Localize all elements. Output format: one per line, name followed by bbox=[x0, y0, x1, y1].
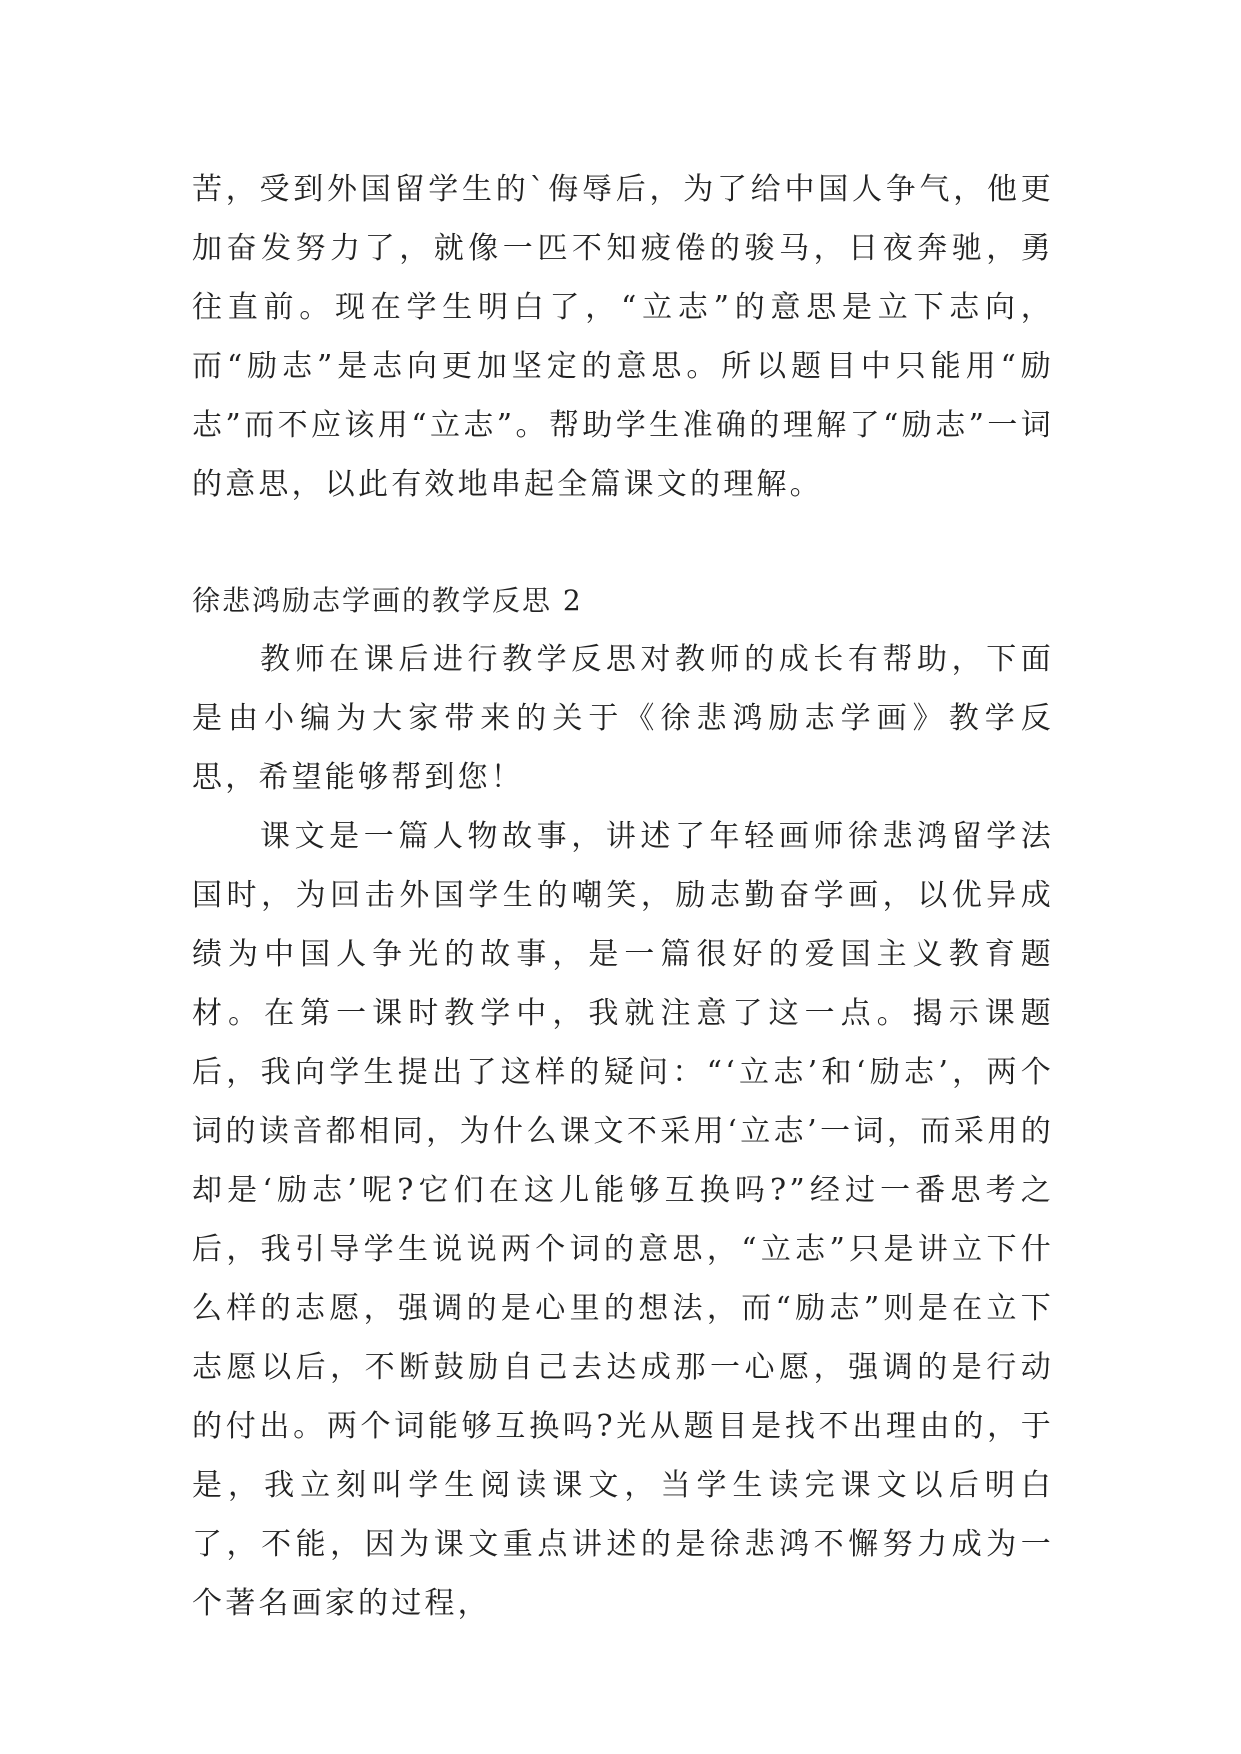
section-title: 徐悲鸿励志学画的教学反思 2 bbox=[192, 584, 583, 617]
document-page bbox=[192, 160, 1054, 1633]
continuation-paragraph: 苦，受到外国留学生的`侮辱后，为了给中国人争气，他更加奋发努力了，就像一匹不知疲倦的骏马，日夜奔驰，勇往直前。现在学生明白了，“立志”的意思是立下志向，而“励志”是志向更加坚定的意思。所以题目中只能用“励志”而不应该用“立志”。帮助学生准确的理解了“励志”一词的意思，以此有效地串起全篇课文的理解。 bbox=[192, 172, 1054, 502]
body-paragraph-2: 课文是一篇人物故事，讲述了年轻画师徐悲鸿留学法国时，为回击外国学生的嘲笑，励志勤奋学画，以优异成绩为中国人争光的故事，是一篇很好的爱国主义教育题材。在第一课时教学中，我就注意了这一点。揭示课题后，我向学生提出了这样的疑问：“‘立志’和‘励志’，两个词的读音都相同，为什么课文不采用‘立志’一词，而采用的却是‘励志’呢?它们在这儿能够互换吗?”经过一番思考之后，我引导学生说说两个词的意思，“立志”只是讲立下什么样的志愿，强调的是心里的想法，而“励志”则是在立下志愿以后，不断鼓励自己去达成那一心愿，强调的是行动的付出。两个词能够互换吗?光从题目是找不出理由的，于是，我立刻叫学生阅读课文，当学生读完课文以后明白了，不能，因为课文重点讲述的是徐悲鸿不懈努力成为一个著名画家的过程， bbox=[192, 819, 1054, 1621]
body-paragraph-1: 教师在课后进行教学反思对教师的成长有帮助，下面是由小编为大家带来的关于《徐悲鸿励志学画》教学反思，希望能够帮到您！ bbox=[192, 642, 1054, 795]
